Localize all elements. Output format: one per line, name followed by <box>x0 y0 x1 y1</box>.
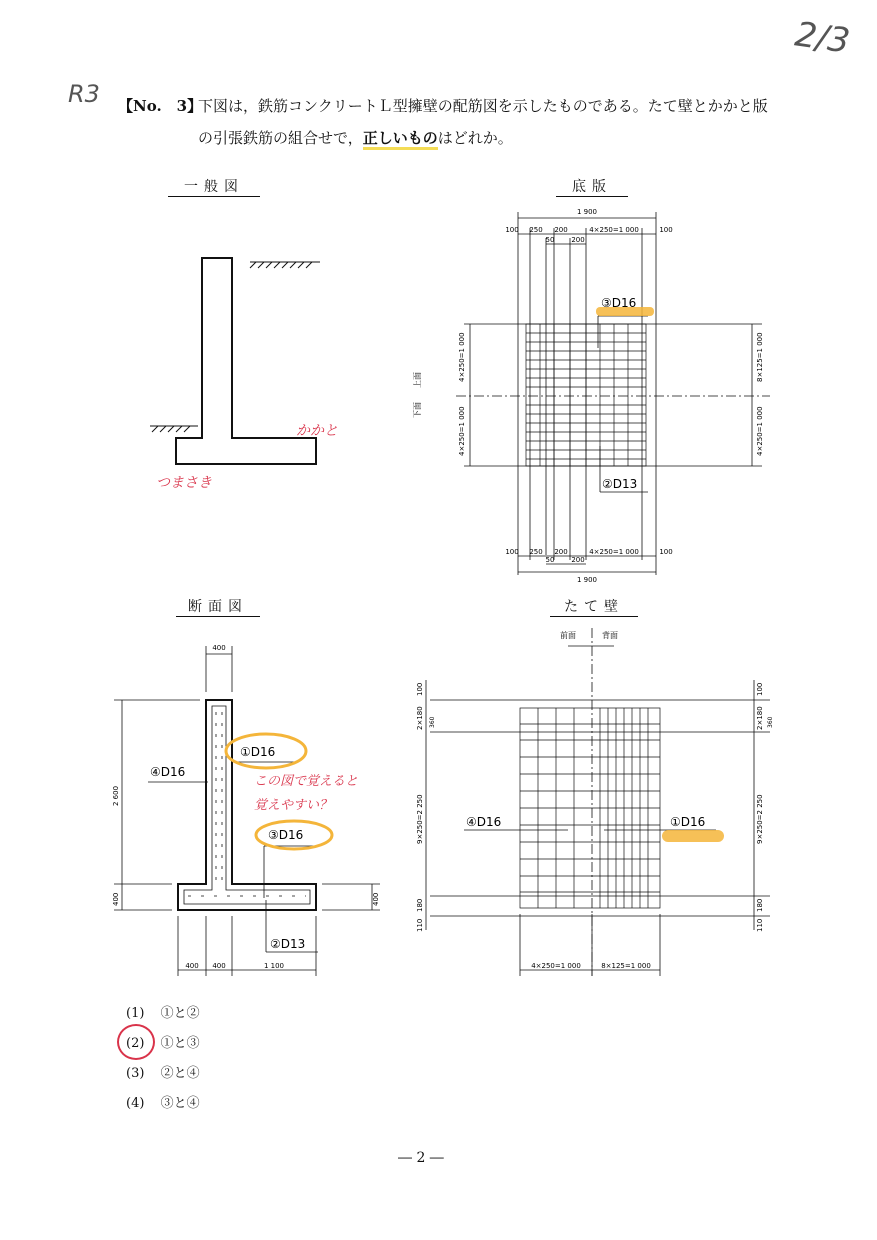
option-2-number: (2) <box>126 1036 145 1051</box>
year-mark: R3 <box>68 80 100 108</box>
slab-dim-bottom-4: 100 <box>659 548 673 556</box>
wall-left-dim-3: 9×250=2 250 <box>416 794 424 844</box>
slab-dim-top-sub-0: 50 <box>545 236 555 244</box>
wall-right-dim-4: 180 <box>756 898 764 912</box>
slab-dim-top-sub-1: 200 <box>571 236 585 244</box>
section-dim-bottom-2: 1 100 <box>263 962 285 970</box>
section-dim-bottom-1: 400 <box>212 962 226 970</box>
slab-label-2: ②D13 <box>602 477 638 491</box>
option-1-number: (1) <box>126 1006 145 1021</box>
wall-right-dim-0: 100 <box>756 682 764 696</box>
slab-dim-bottom-sub-0: 50 <box>545 556 555 564</box>
option-4-text: ③と④ <box>160 1096 200 1111</box>
slab-dim-bottom-1: 250 <box>529 548 543 556</box>
wall-bottom-dim-1: 8×125=1 000 <box>601 962 651 970</box>
question-emphasis: 正しいもの <box>363 129 438 150</box>
section-label-3: ③D16 <box>268 828 304 842</box>
ground-hatch-left <box>150 426 198 432</box>
question-line2-b: はどれか。 <box>437 129 513 147</box>
slab-dim-top-1: 250 <box>529 226 543 234</box>
tsumasaki-annotation: つまさき <box>156 475 212 491</box>
slab-right-dim-1: 4×250=1 000 <box>756 406 764 456</box>
section-dim-base-h-right: 400 <box>372 892 380 906</box>
slab-extension-lines <box>456 212 770 575</box>
option-4-number: (4) <box>126 1096 145 1111</box>
option-4[interactable] <box>126 1092 200 1111</box>
option-2-text: ①と③ <box>160 1036 200 1051</box>
option-1[interactable] <box>126 1002 200 1021</box>
general-figure-title: 一般図 <box>168 176 260 197</box>
section-drawing <box>100 630 400 980</box>
wall-left-dim-2: 360 <box>429 716 436 728</box>
slab-rebar-grid <box>526 324 646 466</box>
slab-dim-top-2: 200 <box>554 226 568 234</box>
slab-side-dimension-lines <box>470 324 752 466</box>
highlight-wall-1 <box>662 830 724 842</box>
slab-dim-top-3: 4×250=1 000 <box>589 226 639 234</box>
slab-bottom-dimension-lines <box>518 556 656 572</box>
section-dim-height: 2 600 <box>112 785 120 806</box>
question-line2-a: の引張鉄筋の組合せで， <box>198 129 363 147</box>
page-number: ― 2 ― <box>398 1150 444 1166</box>
slab-dim-bottom-3: 4×250=1 000 <box>589 548 639 556</box>
section-dim-base-h: 400 <box>112 892 120 906</box>
wall-label-1: ①D16 <box>670 815 706 829</box>
question-line1: 下図は，鉄筋コンクリートＬ型擁壁の配筋図を示したものである。たて壁とかかと版 <box>198 97 768 115</box>
option-3[interactable] <box>126 1062 200 1081</box>
wall-rebar-grid <box>520 708 660 908</box>
wall-right-dim-2: 360 <box>767 716 774 728</box>
option-3-number: (3) <box>126 1066 145 1081</box>
wall-front-label: 前面 <box>560 631 576 640</box>
wall-right-dim-5: 110 <box>756 918 764 932</box>
wall-left-dim-1: 2×180 <box>416 706 424 730</box>
wall-label-4: ④D16 <box>466 815 502 829</box>
wall-back-label: 背面 <box>602 631 618 640</box>
slab-dim-top-0: 100 <box>505 226 519 234</box>
slab-dim-bottom-2: 200 <box>554 548 568 556</box>
retaining-wall-outline <box>176 258 316 464</box>
section-dim-bottom-0: 400 <box>185 962 199 970</box>
slab-left-dim-0: 4×250=1 000 <box>458 332 466 382</box>
wall-figure-title: たて壁 <box>550 596 638 617</box>
slab-label-3: ③D16 <box>601 296 637 310</box>
kakato-annotation: かかと <box>296 423 338 439</box>
slab-dim-bottom-sub-1: 200 <box>571 556 585 564</box>
slab-total-top: 1 900 <box>576 208 598 216</box>
wall-left-dim-5: 110 <box>416 918 424 932</box>
ground-hatch-right <box>250 262 320 268</box>
slab-right-dim-0: 8×125=1 000 <box>756 332 764 382</box>
wall-left-dim-4: 180 <box>416 898 424 912</box>
wall-left-dim-0: 100 <box>416 682 424 696</box>
slab-bottom-face-label: 下面 <box>413 402 422 418</box>
wall-bottom-dim-0: 4×250=1 000 <box>531 962 581 970</box>
section-dimension-lines <box>114 646 380 976</box>
slab-top-face-label: 上面 <box>413 372 422 388</box>
section-label-2: ②D13 <box>270 937 306 951</box>
option-3-text: ②と④ <box>160 1066 200 1081</box>
selected-answer-circle <box>117 1024 155 1060</box>
slab-left-dim-1: 4×250=1 000 <box>458 406 466 456</box>
section-label-1: ①D16 <box>240 745 276 759</box>
wall-right-dim-3: 9×250=2 250 <box>756 794 764 844</box>
question-line2 <box>198 124 513 152</box>
section-label-4: ④D16 <box>150 765 186 779</box>
wall-right-dim-1: 2×180 <box>756 706 764 730</box>
section-dim-top: 400 <box>212 644 226 652</box>
slab-dim-bottom-0: 100 <box>505 548 519 556</box>
general-drawing <box>140 240 360 510</box>
base-slab-title: 底版 <box>556 176 628 197</box>
memo-line1: この図で覚えると <box>254 774 359 789</box>
wall-drawing <box>400 620 790 980</box>
section-figure-title: 断面図 <box>176 596 260 617</box>
slab-total-bottom: 1 900 <box>576 576 598 584</box>
memo-line2: 覚えやすい？ <box>254 798 333 813</box>
option-1-text: ①と② <box>160 1006 200 1021</box>
slab-dim-top-4: 100 <box>659 226 673 234</box>
page-mark: 2/3 <box>792 14 853 62</box>
question-number: 【No. 3】 <box>118 97 203 115</box>
base-slab-drawing <box>390 200 790 590</box>
